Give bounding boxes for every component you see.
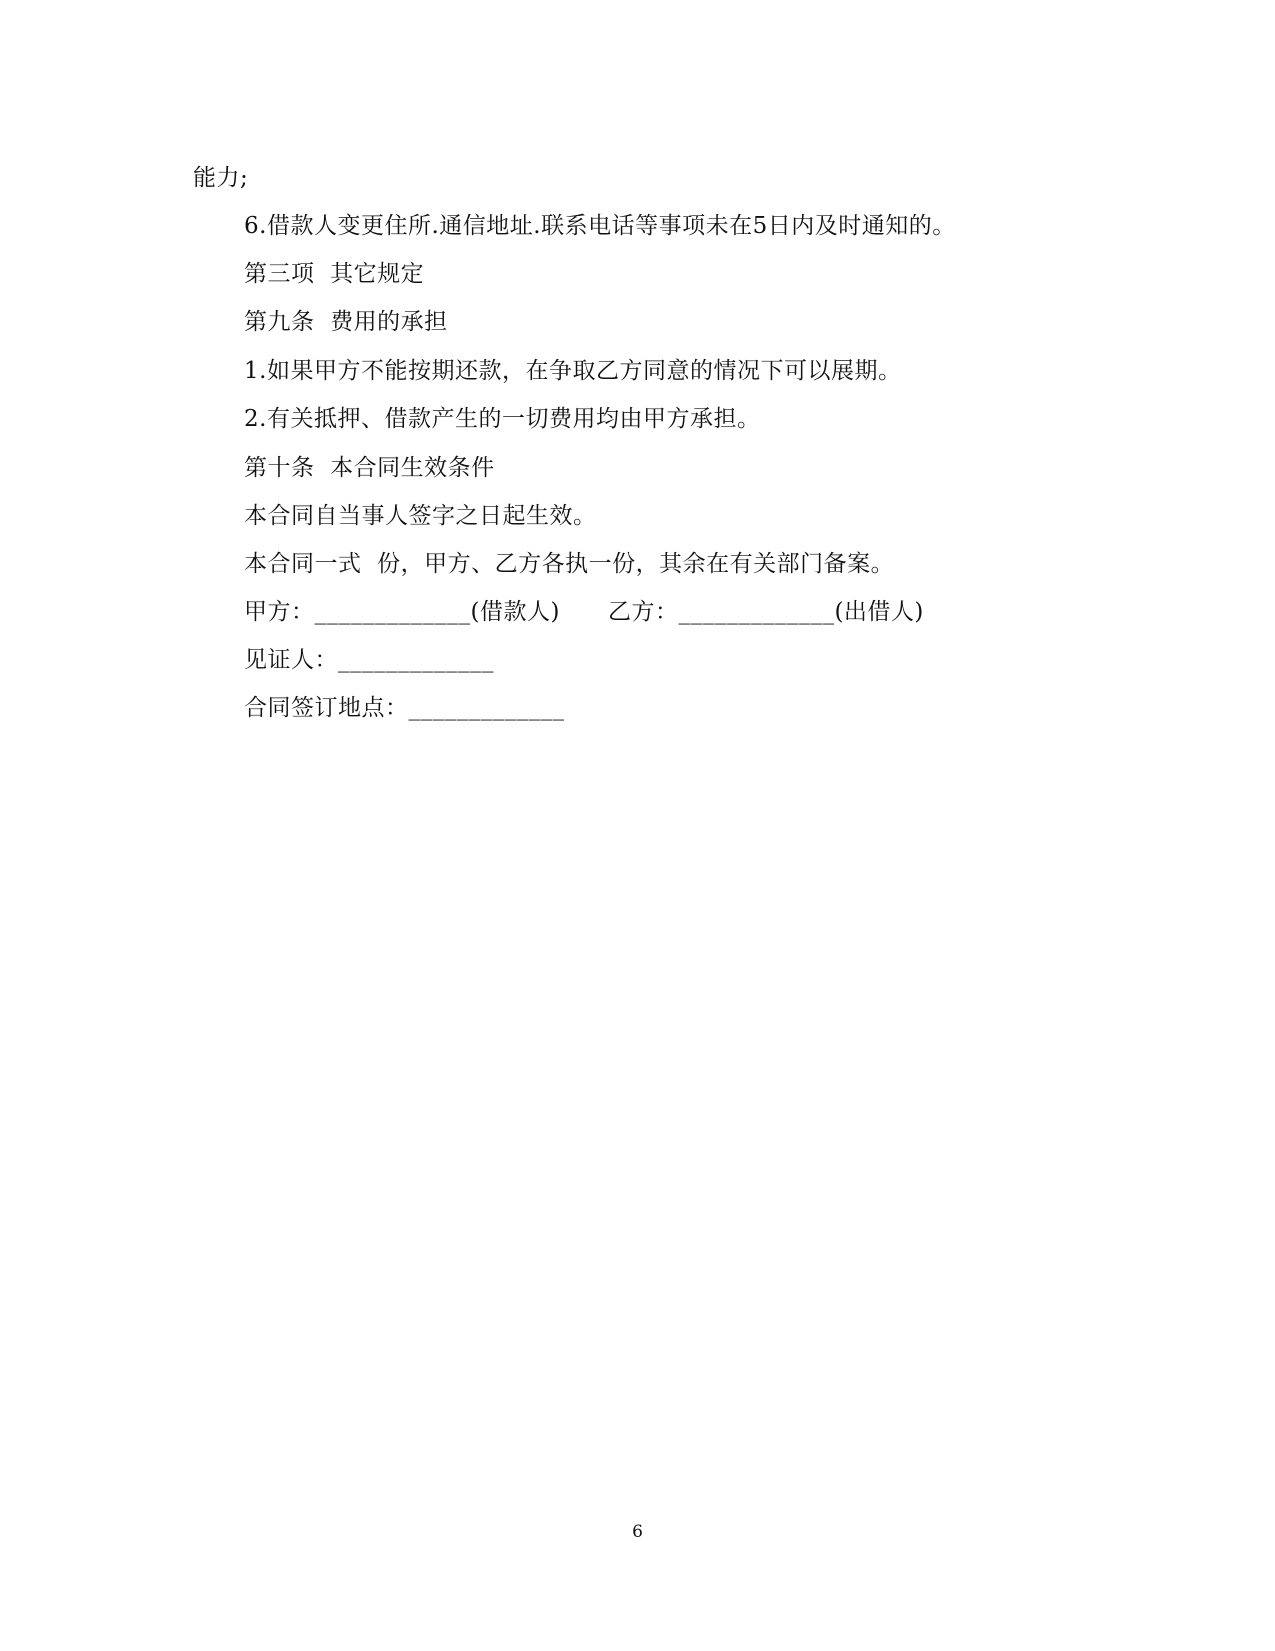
- party-a-signature: 甲方：_____________(借款人): [244, 599, 560, 625]
- clause-item-6: 6.借款人变更住所.通信地址.联系电话等事项未在5日内及时通知的。: [244, 213, 956, 239]
- signing-place: 合同签订地点：_____________: [244, 695, 565, 721]
- article-9-item-1: 1.如果甲方不能按期还款，在争取乙方同意的情况下可以展期。: [244, 358, 902, 384]
- effective-clause: 本合同自当事人签字之日起生效。: [244, 503, 597, 529]
- party-b-signature: 乙方：_____________(出借人): [607, 599, 924, 625]
- article-10-heading: 第十条 本合同生效条件: [244, 455, 495, 481]
- section-heading-other-provisions: 第三项 其它规定: [244, 261, 425, 287]
- article-9-item-2: 2.有关抵押、借款产生的一切费用均由甲方承担。: [244, 406, 761, 432]
- party-signature-line: [244, 598, 924, 626]
- continued-text-line: 能力;: [193, 165, 249, 191]
- copies-clause: 本合同一式 份，甲方、乙方各执一份，其余在有关部门备案。: [244, 551, 895, 577]
- page-number: 6: [632, 1522, 643, 1542]
- article-9-heading: 第九条 费用的承担: [244, 309, 448, 335]
- witness-signature: 见证人：_____________: [244, 647, 494, 673]
